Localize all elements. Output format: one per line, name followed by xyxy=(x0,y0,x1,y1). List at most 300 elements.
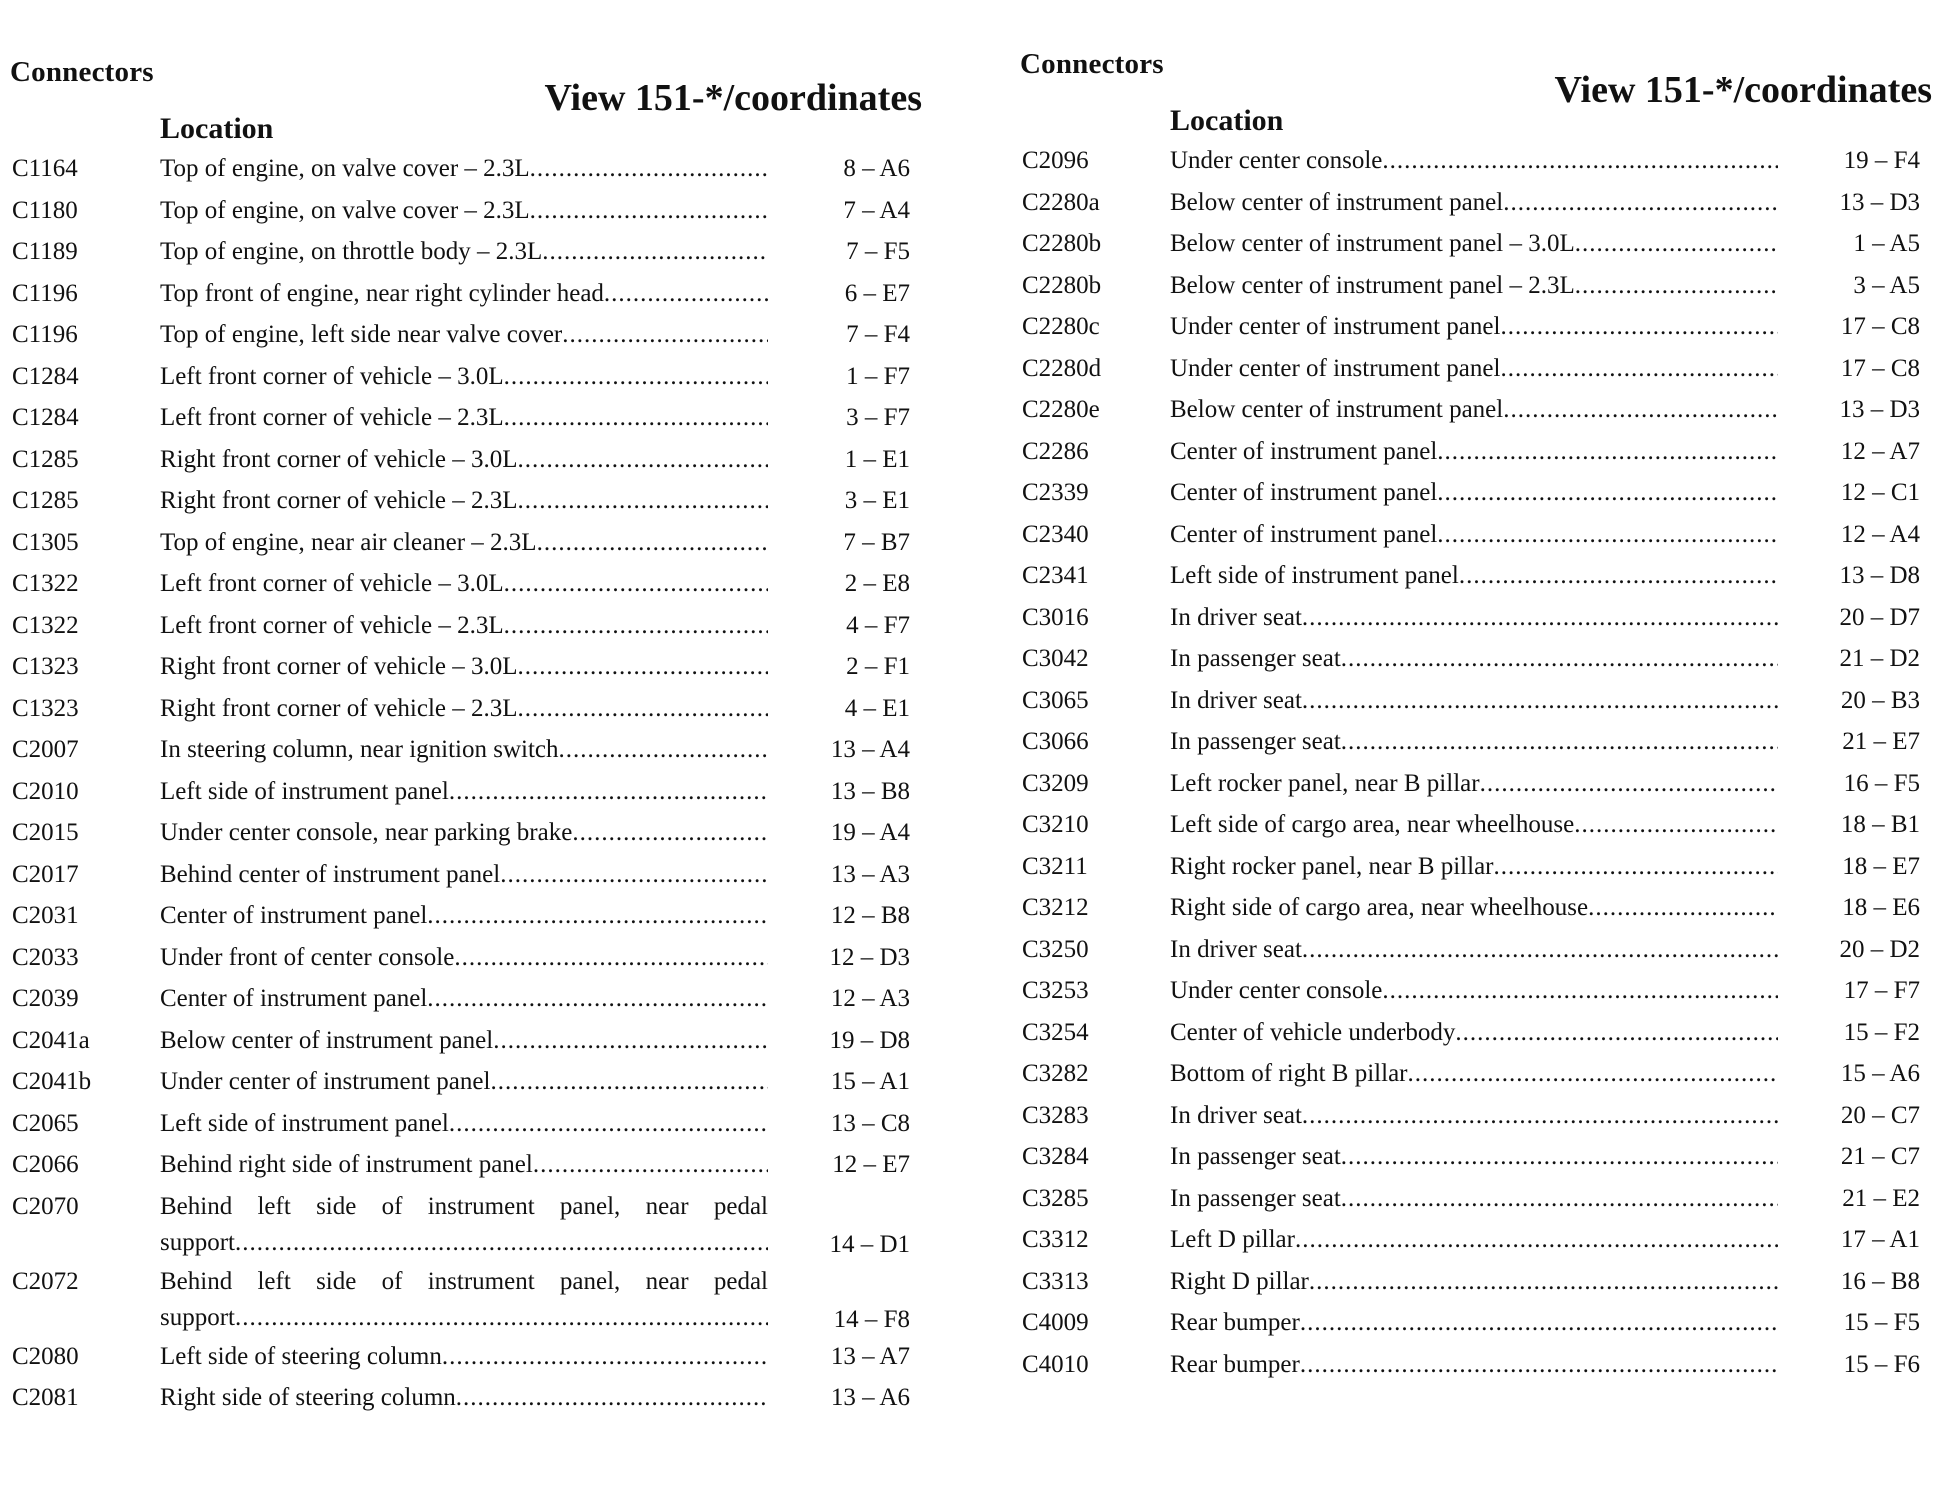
connector-row xyxy=(8,445,923,487)
connector-row xyxy=(8,984,923,1026)
connector-row xyxy=(1018,478,1933,520)
location-text: Under center console xyxy=(1170,977,1383,1004)
view-coordinate: 6 – E7 xyxy=(844,279,910,307)
location-text: Behind center of instrument panel xyxy=(160,860,501,888)
connector-id: C2080 xyxy=(12,1342,79,1370)
view-coordinate: 15 – A6 xyxy=(1840,1060,1920,1087)
dot-leader xyxy=(518,652,768,682)
view-coordinate: 21 – C7 xyxy=(1840,1143,1920,1170)
connector-location xyxy=(1170,395,1778,425)
connector-row xyxy=(8,154,923,196)
connector-row xyxy=(8,611,923,653)
location-text: Below center of instrument panel xyxy=(160,1026,494,1054)
dot-leader xyxy=(1302,935,1778,965)
view-coordinate: 21 – E2 xyxy=(1842,1184,1920,1212)
connector-id: C3042 xyxy=(1022,645,1089,672)
connector-id: C2072 xyxy=(12,1267,79,1295)
connector-location xyxy=(160,1026,768,1056)
location-text: In passenger seat xyxy=(1170,728,1341,755)
connector-row xyxy=(8,1067,923,1109)
dot-leader xyxy=(1341,1184,1778,1214)
location-text: Rear bumper xyxy=(1170,1309,1300,1336)
connector-row xyxy=(8,943,923,985)
connector-id: C3066 xyxy=(1022,728,1089,755)
location-text: Top of engine, on valve cover – 2.3L xyxy=(160,196,530,224)
view-coordinate: 15 – F2 xyxy=(1843,1018,1920,1046)
dot-leader xyxy=(1341,644,1778,674)
connector-location xyxy=(1170,852,1778,882)
connector-id: C2096 xyxy=(1022,147,1089,174)
connector-row xyxy=(8,1150,923,1192)
connector-location xyxy=(160,818,768,848)
location-text: In passenger seat xyxy=(1170,1143,1341,1170)
connector-location xyxy=(1170,893,1778,923)
connector-id: C2065 xyxy=(12,1109,79,1137)
connector-location xyxy=(160,154,768,184)
connector-location xyxy=(1170,727,1778,757)
dot-leader xyxy=(533,1150,768,1180)
dot-leader xyxy=(518,486,768,516)
connector-id: C2039 xyxy=(12,985,79,1012)
right-column xyxy=(1018,48,1944,1488)
location-text: Left front corner of vehicle – 3.0L xyxy=(160,570,504,597)
view-coordinate: 14 – F8 xyxy=(833,1305,910,1333)
connector-row xyxy=(8,652,923,694)
connector-row xyxy=(1018,686,1933,728)
connector-row xyxy=(1018,146,1933,188)
connector-id: C1164 xyxy=(12,155,78,182)
view-coordinate: 20 – D2 xyxy=(1839,935,1920,963)
connector-location xyxy=(160,901,768,931)
connector-location xyxy=(160,1383,768,1413)
connector-location xyxy=(1170,478,1778,508)
connector-id: C2066 xyxy=(12,1151,79,1178)
connector-location xyxy=(160,237,768,267)
location-text: Left rocker panel, near B pillar xyxy=(1170,769,1480,797)
connector-location xyxy=(160,486,768,516)
location-text: In driver seat xyxy=(1170,686,1302,714)
view-coordinate: 12 – D3 xyxy=(829,943,910,971)
view-coordinate: 12 – E7 xyxy=(832,1151,910,1178)
connector-location xyxy=(160,943,768,973)
connector-row xyxy=(1018,520,1933,562)
connector-row xyxy=(1018,395,1933,437)
connector-row xyxy=(1018,769,1933,811)
view-coordinate: 12 – A4 xyxy=(1840,520,1920,548)
location-text: In driver seat xyxy=(1170,1101,1302,1129)
location-heading: Location xyxy=(1170,104,1284,137)
connector-location xyxy=(1170,437,1778,467)
connector-location xyxy=(1170,229,1778,259)
connector-id: C2033 xyxy=(12,943,79,971)
dot-leader xyxy=(427,984,768,1014)
connector-location xyxy=(160,1150,768,1180)
connector-location xyxy=(1170,312,1778,342)
connector-id: C2081 xyxy=(12,1384,79,1411)
connector-id: C3312 xyxy=(1022,1226,1089,1253)
connector-row xyxy=(8,279,923,321)
connector-location xyxy=(160,1109,768,1139)
dot-leader xyxy=(1309,1267,1778,1297)
connector-row xyxy=(8,403,923,445)
connector-id: C2041b xyxy=(12,1068,92,1095)
connector-id: C1322 xyxy=(12,611,79,639)
connector-id: C2341 xyxy=(1022,562,1089,589)
connector-row xyxy=(1018,852,1933,894)
connector-id: C1196 xyxy=(12,321,78,348)
connector-location xyxy=(1170,1018,1778,1048)
connector-id: C2041a xyxy=(12,1026,90,1054)
location-text-line1: Behind left side of instrument panel, near pedal xyxy=(160,1267,768,1295)
connector-row xyxy=(8,528,923,570)
dot-leader xyxy=(604,279,768,309)
connector-row xyxy=(8,1383,923,1425)
dot-leader xyxy=(530,154,768,184)
connector-row xyxy=(8,1109,923,1151)
connector-location xyxy=(1170,146,1778,176)
connector-id: C2340 xyxy=(1022,520,1089,548)
dot-leader xyxy=(518,694,768,724)
view-coordinate: 18 – E7 xyxy=(1842,852,1920,880)
dot-leader xyxy=(1575,271,1778,301)
view-coordinate: 19 – F4 xyxy=(1843,147,1920,174)
location-text: Left front corner of vehicle – 2.3L xyxy=(160,611,504,639)
connector-id: C2286 xyxy=(1022,437,1089,465)
connector-location xyxy=(1170,686,1778,716)
connector-id: C1305 xyxy=(12,528,79,556)
connector-location xyxy=(1170,561,1778,591)
dot-leader xyxy=(504,403,768,433)
location-text: Left D pillar xyxy=(1170,1226,1295,1253)
location-text: In steering column, near ignition switch xyxy=(160,736,559,763)
connector-location xyxy=(1170,1184,1778,1214)
view-coordinate: 15 – F5 xyxy=(1843,1309,1920,1336)
location-text-line2: support xyxy=(160,1228,235,1256)
dot-leader xyxy=(1503,188,1778,218)
location-text: Right side of cargo area, near wheelhouse xyxy=(1170,894,1589,921)
location-text-line1: Behind left side of instrument panel, near pedal xyxy=(160,1192,768,1220)
location-text: In passenger seat xyxy=(1170,645,1341,672)
connector-row xyxy=(1018,1142,1933,1184)
connector-row xyxy=(8,1342,923,1384)
dot-leader xyxy=(1437,437,1778,467)
dot-leader xyxy=(542,237,768,267)
connector-id: C1189 xyxy=(12,238,78,265)
dot-leader xyxy=(449,1109,768,1139)
connector-location xyxy=(1170,354,1778,384)
view-coordinate: 3 – E1 xyxy=(844,487,910,514)
view-coordinate: 15 – A1 xyxy=(830,1068,910,1095)
connector-location xyxy=(160,320,768,350)
dot-leader xyxy=(518,445,768,475)
connector-location xyxy=(160,528,768,558)
dot-leader xyxy=(562,320,768,350)
dot-leader xyxy=(1341,1142,1778,1172)
location-text: Center of instrument panel xyxy=(1170,479,1438,506)
location-text: Top of engine, near air cleaner – 2.3L xyxy=(160,528,537,556)
location-text: Behind right side of instrument panel xyxy=(160,1151,533,1178)
connector-row xyxy=(8,362,923,404)
dot-leader xyxy=(1500,354,1778,384)
view-coordinate: 16 – B8 xyxy=(1840,1267,1920,1295)
dot-leader xyxy=(1300,1308,1778,1338)
view-coordinate: 18 – E6 xyxy=(1842,894,1920,921)
location-text-line2-wrap xyxy=(160,1303,768,1333)
connector-location xyxy=(1170,603,1778,633)
dot-leader xyxy=(1494,852,1779,882)
view-coordinate: 21 – E7 xyxy=(1842,728,1920,755)
connector-id: C3253 xyxy=(1022,977,1089,1004)
view-coordinate: 14 – D1 xyxy=(829,1230,910,1258)
connector-id: C1323 xyxy=(12,694,79,722)
view-coordinate: 13 – D3 xyxy=(1839,188,1920,216)
view-coordinate: 2 – F1 xyxy=(846,653,910,680)
connector-location xyxy=(160,196,768,226)
dot-leader xyxy=(427,901,768,931)
connector-location xyxy=(1170,769,1778,799)
connector-row xyxy=(1018,810,1933,852)
location-text: Center of instrument panel xyxy=(160,902,428,929)
connector-id: C1323 xyxy=(12,653,79,680)
connector-row xyxy=(8,1026,923,1068)
dot-leader xyxy=(490,1067,768,1097)
dot-leader xyxy=(1480,769,1778,799)
view-coordinate: 1 – A5 xyxy=(1853,230,1920,257)
connector-row xyxy=(8,569,923,611)
view-coordinate: 15 – F6 xyxy=(1843,1350,1920,1378)
view-coordinate: 1 – F7 xyxy=(846,362,910,390)
location-text: In driver seat xyxy=(1170,603,1302,631)
dot-leader xyxy=(559,735,768,765)
location-text: Right front corner of vehicle – 3.0L xyxy=(160,445,518,473)
dot-leader xyxy=(1382,146,1778,176)
view-coordinate: 13 – D8 xyxy=(1839,562,1920,589)
dot-leader xyxy=(1300,1350,1778,1380)
connector-location xyxy=(160,1342,768,1372)
dot-leader xyxy=(504,569,768,599)
connector-row xyxy=(8,694,923,736)
connector-location xyxy=(160,1192,768,1258)
dot-leader xyxy=(1295,1225,1778,1255)
connector-location xyxy=(160,279,768,309)
view-coordinate: 12 – A7 xyxy=(1840,437,1920,465)
connector-row xyxy=(1018,1059,1933,1101)
location-text: Under center of instrument panel xyxy=(1170,313,1501,340)
connector-location xyxy=(1170,644,1778,674)
connector-id: C2010 xyxy=(12,777,79,805)
view-coordinates-heading: View 151-*/coordinates xyxy=(544,77,922,119)
connector-id: C2007 xyxy=(12,736,79,763)
connector-id: C2280c xyxy=(1022,313,1100,340)
connector-id: C1284 xyxy=(12,362,79,390)
location-text-line2: support xyxy=(160,1303,235,1331)
location-text: Top front of engine, near right cylinder head xyxy=(160,279,604,307)
dot-leader xyxy=(1575,229,1778,259)
location-text: Center of instrument panel xyxy=(1170,520,1438,548)
connector-id: C2280a xyxy=(1022,188,1100,216)
dot-leader xyxy=(1455,1018,1778,1048)
location-text: Right rocker panel, near B pillar xyxy=(1170,852,1494,880)
view-coordinate: 4 – F7 xyxy=(846,611,910,639)
connector-id: C3212 xyxy=(1022,894,1089,921)
connector-row xyxy=(8,196,923,238)
connector-id: C2017 xyxy=(12,860,79,888)
connector-row xyxy=(1018,312,1933,354)
dot-leader xyxy=(442,1342,768,1372)
connector-row xyxy=(8,735,923,777)
dot-leader xyxy=(454,943,768,973)
connector-location xyxy=(160,403,768,433)
location-text: Left side of instrument panel xyxy=(1170,562,1459,589)
connector-location xyxy=(1170,1101,1778,1131)
location-text: Rear bumper xyxy=(1170,1350,1300,1378)
connector-row xyxy=(1018,229,1933,271)
connector-location xyxy=(160,777,768,807)
dot-leader xyxy=(537,528,768,558)
location-text: Under center of instrument panel xyxy=(160,1068,491,1095)
location-text: Left side of cargo area, near wheelhouse xyxy=(1170,811,1575,838)
connector-location xyxy=(1170,1225,1778,1255)
connector-location xyxy=(1170,1267,1778,1297)
connector-id: C3210 xyxy=(1022,811,1089,838)
connector-location xyxy=(160,1067,768,1097)
connector-location xyxy=(160,569,768,599)
connector-row xyxy=(8,1192,923,1267)
connector-row xyxy=(1018,1101,1933,1143)
dot-leader xyxy=(1302,603,1778,633)
view-coordinate: 20 – C7 xyxy=(1840,1101,1920,1129)
connector-location xyxy=(160,362,768,392)
view-coordinate: 7 – B7 xyxy=(843,528,910,556)
view-coordinate: 21 – D2 xyxy=(1839,645,1920,672)
connector-row xyxy=(1018,1267,1933,1309)
connector-row xyxy=(8,237,923,279)
connector-row xyxy=(1018,893,1933,935)
view-coordinate: 1 – E1 xyxy=(844,445,910,473)
location-text: Left side of instrument panel xyxy=(160,1109,449,1137)
dot-leader xyxy=(493,1026,768,1056)
dot-leader xyxy=(1341,727,1778,757)
connector-row xyxy=(8,901,923,943)
view-coordinate: 13 – A6 xyxy=(830,1384,910,1411)
connectors-heading: Connectors xyxy=(10,56,154,88)
view-coordinate: 13 – C8 xyxy=(830,1109,910,1137)
location-text: In passenger seat xyxy=(1170,1184,1341,1212)
connector-location xyxy=(1170,810,1778,840)
connector-row xyxy=(8,777,923,819)
connector-row xyxy=(8,320,923,362)
view-coordinate: 13 – D3 xyxy=(1839,396,1920,423)
dot-leader xyxy=(1503,395,1778,425)
connector-row xyxy=(1018,1184,1933,1226)
location-text: Left side of steering column xyxy=(160,1342,442,1370)
view-coordinate: 16 – F5 xyxy=(1843,769,1920,797)
location-text: Top of engine, on valve cover – 2.3L xyxy=(160,155,530,182)
view-coordinate: 4 – E1 xyxy=(844,694,910,722)
connectors-heading: Connectors xyxy=(1020,48,1164,80)
dot-leader xyxy=(449,777,768,807)
location-text: Right D pillar xyxy=(1170,1267,1309,1295)
location-text: Right side of steering column xyxy=(160,1384,456,1411)
view-coordinate: 7 – A4 xyxy=(843,196,910,224)
view-coordinate: 3 – F7 xyxy=(846,404,910,431)
dot-leader xyxy=(1302,1101,1778,1131)
dot-leader xyxy=(235,1228,768,1258)
connector-row xyxy=(1018,354,1933,396)
dot-leader xyxy=(235,1303,768,1333)
view-coordinate: 20 – D7 xyxy=(1839,603,1920,631)
location-text: Right front corner of vehicle – 2.3L xyxy=(160,487,518,514)
view-coordinate: 13 – A4 xyxy=(830,736,910,763)
view-coordinate: 13 – A3 xyxy=(830,860,910,888)
connector-id: C2280b xyxy=(1022,230,1102,257)
view-coordinate: 8 – A6 xyxy=(843,155,910,182)
location-text: Below center of instrument panel xyxy=(1170,188,1504,216)
connector-location xyxy=(160,735,768,765)
view-coordinate: 19 – A4 xyxy=(830,819,910,846)
view-coordinate: 3 – A5 xyxy=(1853,271,1920,299)
connector-location xyxy=(1170,976,1778,1006)
dot-leader xyxy=(1459,561,1778,591)
location-text-line2-wrap xyxy=(160,1228,768,1258)
connector-row xyxy=(1018,935,1933,977)
location-text: Under center of instrument panel xyxy=(1170,354,1501,382)
view-coordinate: 2 – E8 xyxy=(844,570,910,597)
location-text: Center of vehicle underbody xyxy=(1170,1018,1456,1046)
location-text: Left front corner of vehicle – 2.3L xyxy=(160,404,504,431)
connector-row xyxy=(1018,1018,1933,1060)
location-text: Top of engine, left side near valve cover xyxy=(160,321,563,348)
dot-leader xyxy=(1437,520,1778,550)
connector-id: C3284 xyxy=(1022,1143,1089,1170)
connector-id: C2280e xyxy=(1022,396,1100,423)
view-coordinate: 12 – C1 xyxy=(1840,479,1920,506)
dot-leader xyxy=(504,362,768,392)
connector-location xyxy=(160,611,768,641)
connector-location xyxy=(1170,1308,1778,1338)
view-coordinate: 7 – F5 xyxy=(846,238,910,265)
connector-location xyxy=(160,984,768,1014)
dot-leader xyxy=(504,611,768,641)
connector-id: C3211 xyxy=(1022,852,1088,880)
connector-id: C1284 xyxy=(12,404,79,431)
connector-row xyxy=(1018,1308,1933,1350)
dot-leader xyxy=(456,1383,768,1413)
dot-leader xyxy=(1500,312,1778,342)
connector-row xyxy=(1018,1350,1933,1392)
location-text: Under front of center console xyxy=(160,943,455,971)
view-coordinates-heading: View 151-*/coordinates xyxy=(1554,69,1932,111)
view-coordinate: 13 – B8 xyxy=(830,777,910,805)
location-text: Under center console, near parking brake xyxy=(160,819,573,846)
connector-id: C3254 xyxy=(1022,1018,1089,1046)
connector-id: C4010 xyxy=(1022,1350,1089,1378)
view-coordinate: 20 – B3 xyxy=(1840,686,1920,714)
view-coordinate: 13 – A7 xyxy=(830,1342,910,1370)
connector-id: C1285 xyxy=(12,487,79,514)
dot-leader xyxy=(500,860,768,890)
dot-leader xyxy=(530,196,768,226)
view-coordinate: 17 – F7 xyxy=(1843,977,1920,1004)
view-coordinate: 7 – F4 xyxy=(846,321,910,348)
connector-id: C3283 xyxy=(1022,1101,1089,1129)
connector-row xyxy=(1018,644,1933,686)
view-coordinate: 17 – C8 xyxy=(1840,313,1920,340)
connector-id: C2070 xyxy=(12,1192,79,1220)
connector-id: C1180 xyxy=(12,196,78,224)
connector-id: C3065 xyxy=(1022,686,1089,714)
location-text: In driver seat xyxy=(1170,935,1302,963)
